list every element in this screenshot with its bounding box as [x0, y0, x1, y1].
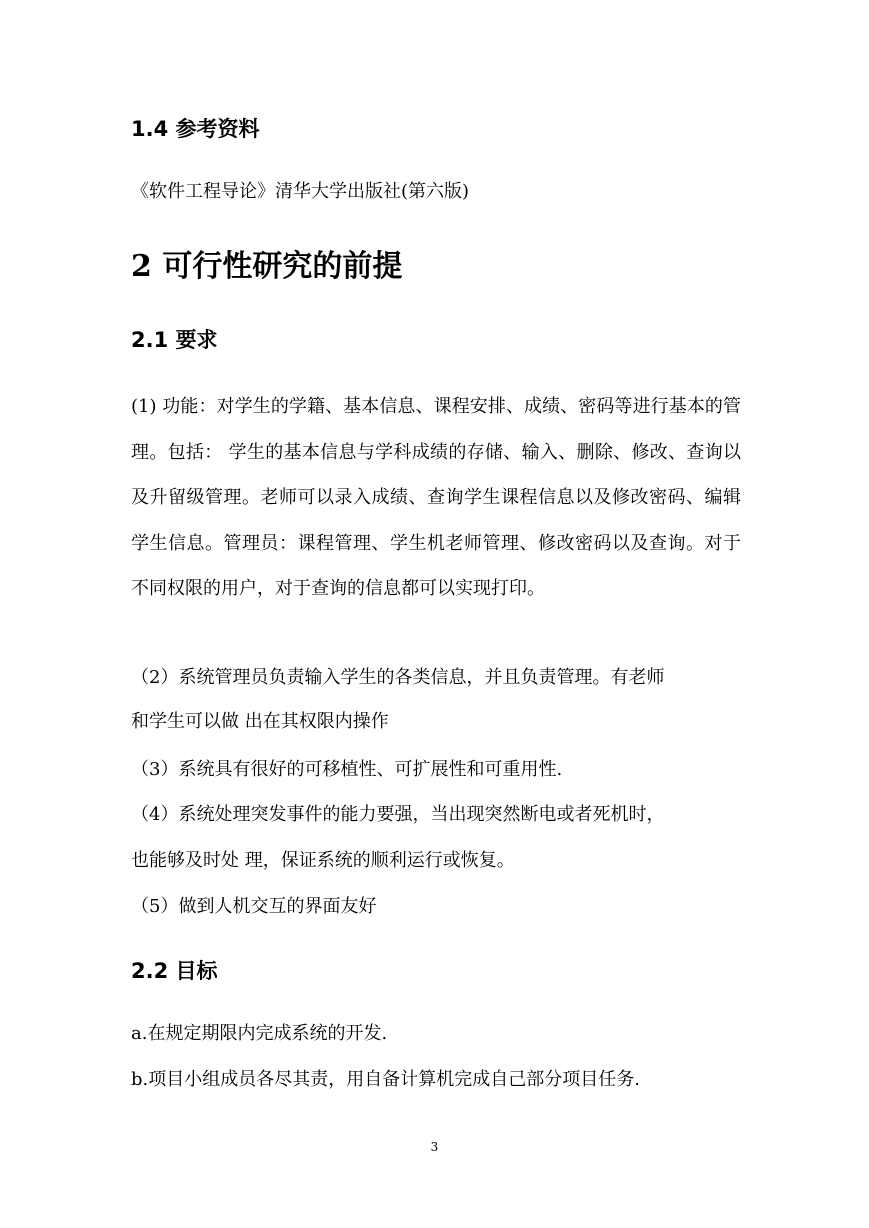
chapter-heading: 2 可行性研究的前提 [131, 249, 403, 284]
requirement-item-4-line-1: （4）系统处理突发事件的能力要强，当出现突然断电或者死机时， [131, 804, 665, 825]
requirement-item-4-line-2: 也能够及时处 理，保证系统的顺利运行或恢复。 [131, 850, 515, 871]
requirement-paragraph-1: (1) 功能：对学生的学籍、基本信息、课程安排、成绩、密码等进行基本的管理。包括： 学生的基本信息与学科成绩的存储、输入、删除、修改、查询以及升留级管理。老师可以录入成绩、查询学生课程信息以及修改密码、编辑学生信息。管理员：课程管理、学生机老师管理、修改密码以及查询。对于不同权限的用户，对于查询的信息都可以实现打印。 [131, 396, 741, 599]
requirement-item-3: （3）系统具有很好的可移植性、可扩展性和可重用性. [131, 759, 563, 780]
requirement-item-5: （5）做到人机交互的界面友好 [131, 896, 377, 917]
section-heading-references: 1.4 参考资料 [131, 117, 260, 141]
section-heading-goals: 2.2 目标 [131, 959, 218, 983]
requirement-item-2-line-2: 和学生可以做 出在其权限内操作 [131, 711, 389, 732]
goal-item-b: b.项目小组成员各尽其责，用自备计算机完成自己部分项目任务. [131, 1069, 640, 1090]
goal-item-a: a.在规定期限内完成系统的开发. [131, 1023, 388, 1044]
page-number: 3 [430, 1140, 439, 1154]
reference-entry: 《软件工程导论》清华大学出版社(第六版) [131, 181, 470, 202]
section-heading-requirements: 2.1 要求 [131, 328, 218, 352]
requirement-item-2-line-1: （2）系统管理员负责输入学生的各类信息，并且负责管理。有老师 [131, 667, 665, 688]
